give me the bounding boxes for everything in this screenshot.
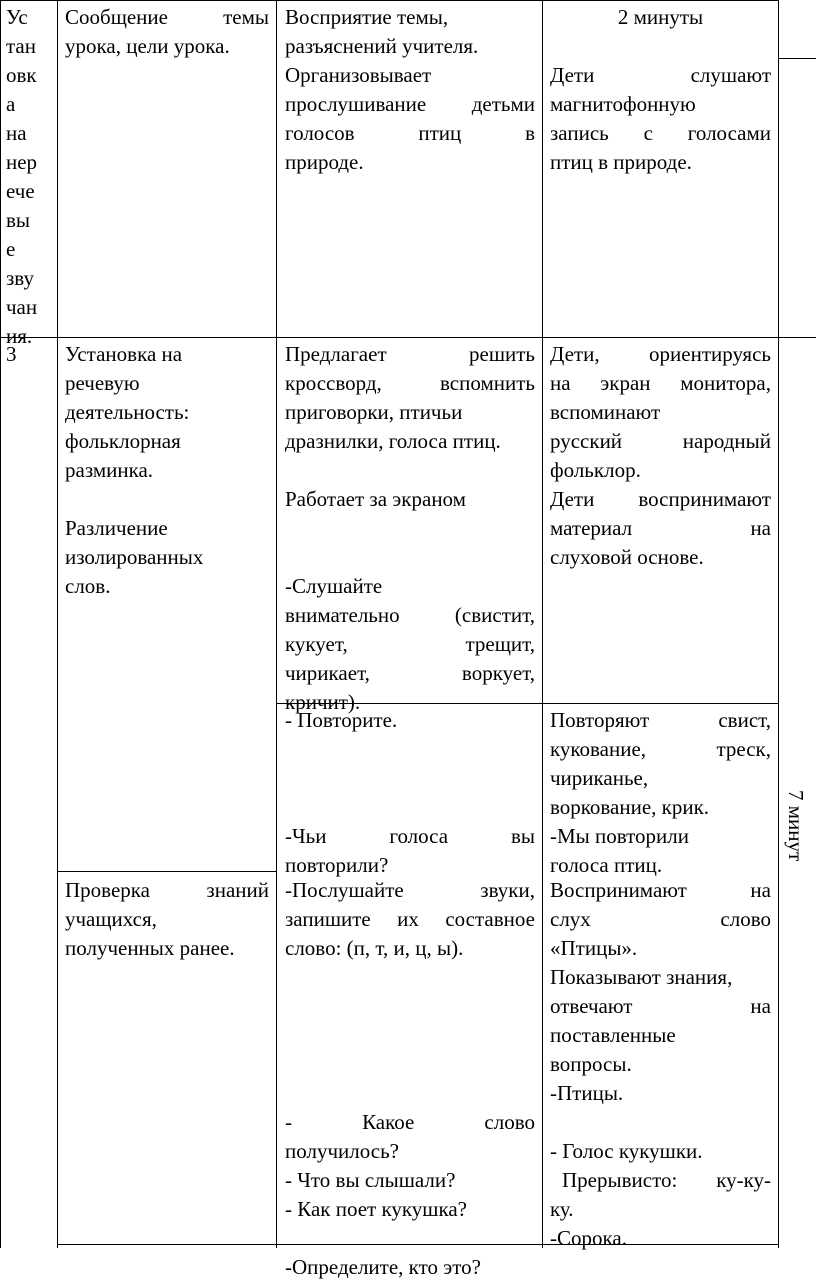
text-line: чириканье,: [550, 766, 649, 790]
row3-teacher-cell: [285, 706, 535, 880]
text-line: на: [6, 121, 27, 145]
text-line: а: [6, 92, 16, 116]
text-line: ку.: [550, 1197, 574, 1221]
text-line: фольклор.: [550, 458, 641, 482]
text-line: приговорки, птичьи: [285, 400, 463, 424]
stage-duration-vertical: 7 минут: [784, 790, 808, 862]
text-line: дразнилки, голоса птиц.: [285, 429, 501, 453]
text-line: голосов птиц в: [285, 121, 535, 145]
text-line: Дети, ориентируясь: [550, 342, 771, 366]
text-line: изолированных: [65, 545, 204, 569]
text-line: Сообщение темы: [65, 5, 269, 29]
text-line: Установка на: [65, 342, 183, 366]
row2-teacher-cell: [285, 340, 535, 717]
text-line: разминка.: [65, 458, 154, 482]
row1-stage-cell: [6, 3, 54, 351]
text-line: повторили?: [285, 853, 389, 877]
row-divider-1: [0, 337, 816, 338]
text-line: чирикает, воркует,: [285, 661, 535, 685]
text-line: слов.: [65, 574, 111, 598]
text-line: Повторяют свист,: [550, 708, 771, 732]
text-line: - Какое слово: [285, 1110, 535, 1134]
table-col-divider-1: [57, 0, 58, 1248]
row2-stage-number: [6, 340, 54, 369]
row1-students-cell: [550, 3, 771, 177]
text-line: Работает за экраном: [285, 487, 466, 511]
text-line: материал на: [550, 516, 771, 540]
stage-duration: 2 минуты: [617, 5, 704, 29]
text-line: Предлагает решить: [285, 342, 535, 366]
text-line: Воспринимают на: [550, 878, 771, 902]
side-row-line-top: [778, 58, 816, 59]
row4-students-cell: [550, 876, 771, 1253]
text-line: слуховой основе.: [550, 545, 704, 569]
text-line: полученных ранее.: [65, 936, 235, 960]
text-line: -Чьи голоса вы: [285, 824, 535, 848]
text-line: кроссворд, вспомнить: [285, 371, 535, 395]
text-line: отвечают на: [550, 994, 771, 1018]
row4-stage-task-cell: [65, 876, 269, 963]
text-line: Показывают знания,: [550, 965, 733, 989]
stage-number: 3: [6, 342, 17, 366]
table-top-border: [0, 0, 778, 1]
text-line: воркование, крик.: [550, 795, 710, 819]
text-line: овк: [6, 63, 37, 87]
text-line: Проверка знаний: [65, 878, 269, 902]
text-line: магнитофонную: [550, 92, 696, 116]
text-line: вы: [6, 208, 31, 232]
text-line: е: [6, 237, 16, 261]
text-line: кричит).: [285, 690, 361, 714]
text-line: слово: (п, т, и, ц, ы).: [285, 936, 464, 960]
table-col-divider-3: [542, 0, 543, 1248]
text-line: -Послушайте звуки,: [285, 878, 535, 902]
text-line: вопросы.: [550, 1052, 632, 1076]
text-line: -Мы повторили: [550, 824, 690, 848]
text-line: Дети слушают: [550, 63, 771, 87]
text-line: кукование, треск,: [550, 737, 771, 761]
text-line: деятельность:: [65, 400, 190, 424]
text-line: Прерывисто: ку-ку-: [562, 1168, 771, 1192]
text-line: -Сорока.: [550, 1226, 627, 1250]
text-line: Различение: [65, 516, 168, 540]
text-line: Восприятие темы,: [285, 5, 449, 29]
text-line: получилось?: [285, 1139, 399, 1163]
text-line: ия.: [6, 324, 33, 348]
table-col-divider-4: [778, 0, 779, 1248]
text-line: тан: [6, 34, 36, 58]
row1-teacher-cell: [285, 3, 535, 177]
text-line: учащихся,: [65, 907, 157, 931]
text-line: Организовывает: [285, 63, 432, 87]
row1-stage-task-cell: [65, 3, 269, 61]
text-line: русский народный: [550, 429, 771, 453]
row4-teacher-cell: [285, 876, 535, 1282]
text-line: - Повторите.: [285, 708, 398, 732]
text-line: кукует, трещит,: [285, 632, 535, 656]
text-line: чан: [6, 295, 38, 319]
text-line: речевую: [65, 371, 140, 395]
row2-students-cell: [550, 340, 771, 572]
text-line: - Как поет кукушка?: [285, 1197, 467, 1221]
text-line: голоса птиц.: [550, 853, 663, 877]
text-line: Дети воспринимают: [550, 487, 771, 511]
text-line: запишите их составное: [285, 907, 535, 931]
text-line: природе.: [285, 150, 364, 174]
row3-students-cell: [550, 706, 771, 880]
text-line: фольклорная: [65, 429, 181, 453]
text-line: ече: [6, 179, 35, 203]
text-line: вспоминают: [550, 400, 661, 424]
text-line: запись с голосами: [550, 121, 771, 145]
text-line: Ус: [6, 5, 28, 29]
text-line: -Определите, кто это?: [285, 1255, 481, 1279]
text-line: поставленные: [550, 1023, 676, 1047]
text-line: зву: [6, 266, 34, 290]
text-line: на экран монитора,: [550, 371, 771, 395]
row-divider-3: [57, 871, 276, 872]
text-line: - Что вы слышали?: [285, 1168, 456, 1192]
text-line: слух слово: [550, 907, 771, 931]
table-border-left: [0, 0, 1, 1248]
table-col-divider-2: [276, 0, 277, 1248]
row2-stage-task-cell: [65, 340, 269, 601]
text-line: прослушивание детьми: [285, 92, 535, 116]
text-line: нер: [6, 150, 38, 174]
text-line: «Птицы».: [550, 936, 638, 960]
text-line: урока, цели урока.: [65, 34, 230, 58]
text-line: - Голос кукушки.: [550, 1139, 703, 1163]
text-line: птиц в природе.: [550, 150, 692, 174]
text-line: -Слушайте: [285, 574, 383, 598]
text-line: -Птицы.: [550, 1081, 624, 1105]
text-line: разъяснений учителя.: [285, 34, 479, 58]
text-line: внимательно (свистит,: [285, 603, 535, 627]
